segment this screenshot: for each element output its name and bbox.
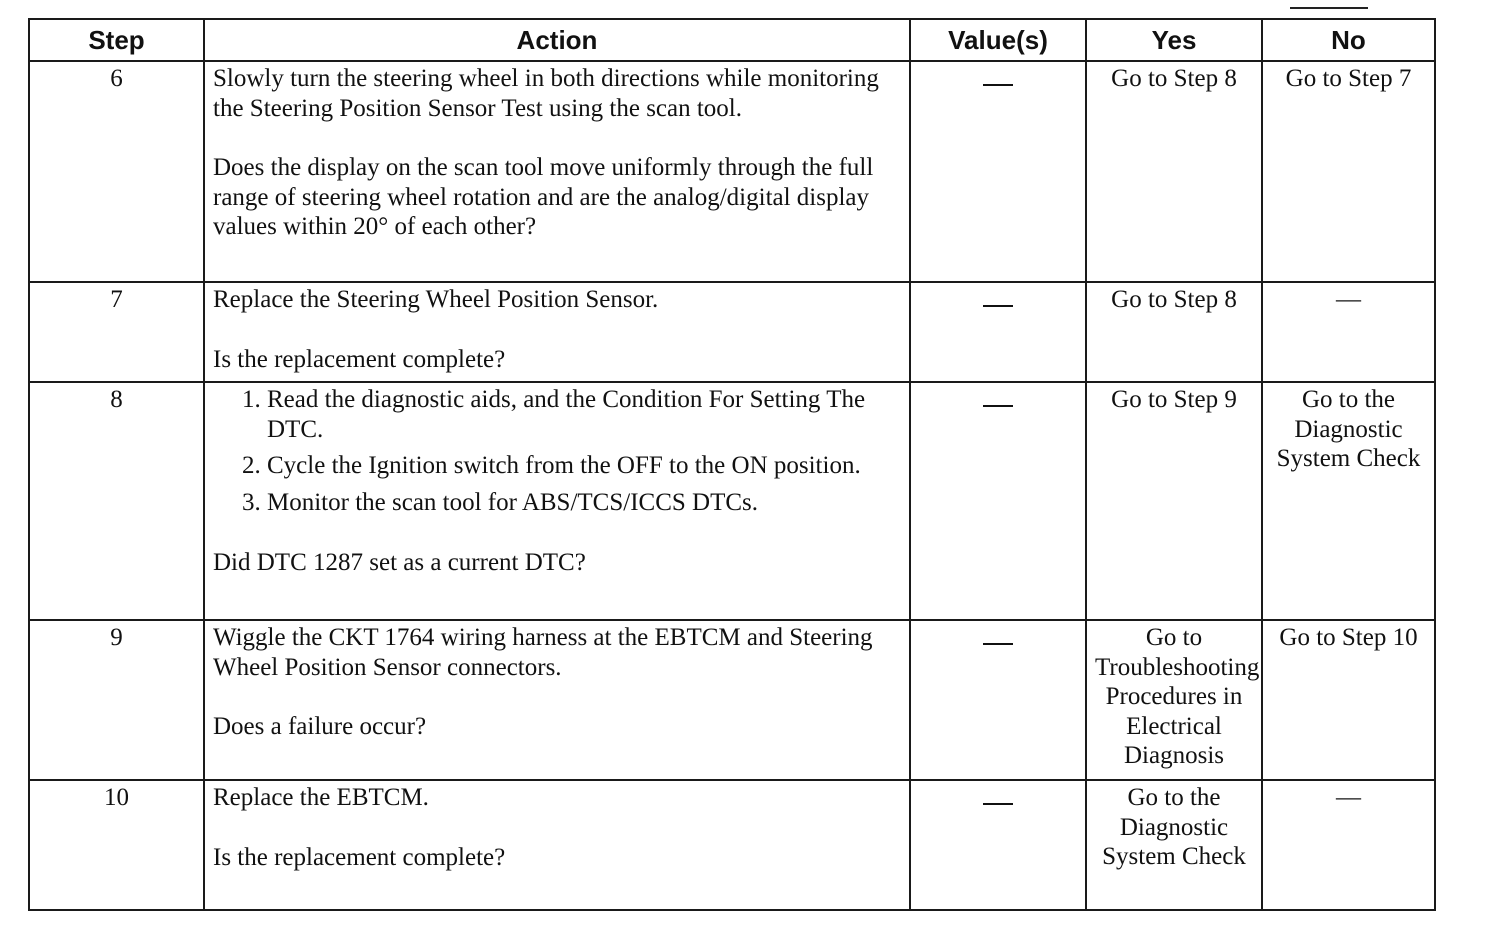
no-cell: — xyxy=(1262,282,1435,382)
action-instruction: Replace the EBTCM. xyxy=(213,784,429,811)
header-yes: Yes xyxy=(1086,19,1262,61)
step-number: 8 xyxy=(29,382,204,620)
table-row xyxy=(29,382,1435,620)
action-instruction: Replace the Steering Wheel Position Sensor. xyxy=(213,286,659,313)
value-cell xyxy=(910,61,1086,282)
action-question: Does a failure occur? xyxy=(213,713,427,740)
value-dash xyxy=(983,405,1013,407)
list-item: 2. Cycle the Ignition switch from the OFF to the ON position. xyxy=(267,451,901,481)
no-cell: Go to Step 7 xyxy=(1262,61,1435,282)
action-cell xyxy=(204,620,910,780)
value-cell xyxy=(910,620,1086,780)
value-cell xyxy=(910,382,1086,620)
value-dash xyxy=(983,84,1013,86)
diagnostic-table xyxy=(28,18,1436,911)
action-cell xyxy=(204,282,910,382)
value-dash xyxy=(983,643,1013,645)
table-row xyxy=(29,61,1435,282)
table-row xyxy=(29,282,1435,382)
action-cell xyxy=(204,61,910,282)
value-cell xyxy=(910,282,1086,382)
step-number: 6 xyxy=(29,61,204,282)
step-number: 9 xyxy=(29,620,204,780)
yes-cell: Go to Step 9 xyxy=(1086,382,1262,620)
top-rule xyxy=(1290,7,1368,9)
header-values: Value(s) xyxy=(910,19,1086,61)
action-question: Does the display on the scan tool move uniformly through the full range of steering wheel rotation and are the analog/digital display values within 20° of each other? xyxy=(213,154,874,240)
step-number: 10 xyxy=(29,780,204,910)
action-cell xyxy=(204,382,910,620)
value-cell xyxy=(910,780,1086,910)
step-number: 7 xyxy=(29,282,204,382)
action-cell xyxy=(204,780,910,910)
yes-cell: Go to Step 8 xyxy=(1086,282,1262,382)
table-row xyxy=(29,780,1435,910)
action-question: Is the replacement complete? xyxy=(213,843,506,871)
value-dash xyxy=(983,305,1013,307)
yes-cell: Go to Step 8 xyxy=(1086,61,1262,282)
header-step: Step xyxy=(29,19,204,61)
no-cell: Go to Step 10 xyxy=(1262,620,1435,780)
action-question: Did DTC 1287 set as a current DTC? xyxy=(213,549,586,576)
no-cell: — xyxy=(1262,780,1435,910)
value-dash xyxy=(983,803,1013,805)
no-cell: Go to the Diagnostic System Check xyxy=(1262,382,1435,620)
yes-cell: Go to the Diagnostic System Check xyxy=(1086,780,1262,910)
yes-cell: Go to Troubleshooting Procedures in Electrical Diagnosis xyxy=(1086,620,1262,780)
action-steps-list xyxy=(237,385,901,517)
action-instruction: Wiggle the CKT 1764 wiring harness at the EBTCM and Steering Wheel Position Sensor connectors. xyxy=(213,624,873,681)
action-question: Is the replacement complete? xyxy=(213,345,506,373)
header-action: Action xyxy=(204,19,910,61)
table-row xyxy=(29,620,1435,780)
action-instruction: Slowly turn the steering wheel in both directions while monitoring the Steering Position Sensor Test using the scan tool. xyxy=(213,65,879,122)
header-row xyxy=(29,19,1435,61)
list-item: 3. Monitor the scan tool for ABS/TCS/ICCS DTCs. xyxy=(267,488,901,518)
header-no: No xyxy=(1262,19,1435,61)
list-item: 1. Read the diagnostic aids, and the Condition For Setting The DTC. xyxy=(267,385,901,444)
